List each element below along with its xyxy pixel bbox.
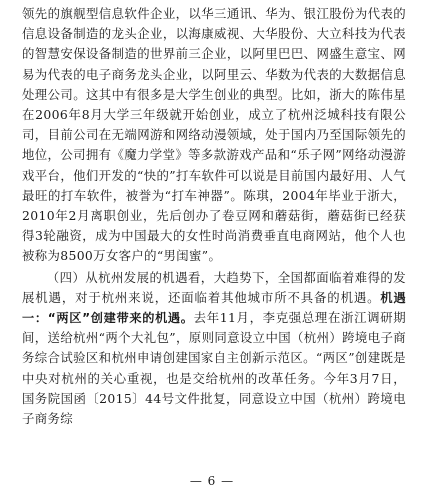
opportunity-heading: 机遇一：“两区”创建带来的机遇。 (22, 290, 406, 326)
paragraph-2-continued: 去年11月，李克强总理在浙江调研期间，送给杭州“两个大礼包”，原则同意设立中国（杭州）跨境电子商务综合试验区和杭州申请创建国家自主创新示范区。“两区”创建既是中央对杭州的关心重视，也是交给杭州的改革任务。今年3月7日，国务院国函〔2015〕44号文件批复，同意设立中国（杭州）跨境电子商务综 (22, 310, 407, 427)
page-number: — 6 — (189, 474, 235, 488)
paragraph-2-lead: （四）从杭州发展的机遇看，大趋势下，全国都面临着难得的发展机遇，对于杭州来说，还面临着其他城市所不具备的机遇。 (22, 269, 406, 305)
body-paragraph-2 (22, 268, 406, 430)
body-paragraph-1: 领先的旗舰型信息软件企业，以华三通讯、华为、银江股份为代表的信息设备制造的龙头企业，以海康威视、大华股份、大立科技为代表的智慧安保设备制造的世界前三企业，以阿里巴巴、网盛生意宝、网易为代表的电子商务龙头企业，以阿里云、华数为代表的大数据信息处理公司。这其中有很多是大学生创业的典型。比如，浙大的陈伟星在2006年8月大学三年级就开始创业，成立了杭州泛城科技有限公司，目前公司在无端网游和网络动漫领域，处于国内乃至国际领先的地位，公司拥有《魔力学堂》等多款游戏产品和“乐子网”网络动漫游戏平台，他们开发的“快的”打车软件可以说是目前国内最好用、人气最旺的打车软件，被誉为“打车神器”。陈琪，2004年毕业于浙大，2010年2月离职创业，先后创办了卷豆网和蘑菇街，蘑菇街已经获得3轮融资，成为中国最大的女性时尚消费垂直电商网站，他个人也被称为8500万女客户的“男闺蜜”。 (22, 6, 406, 264)
